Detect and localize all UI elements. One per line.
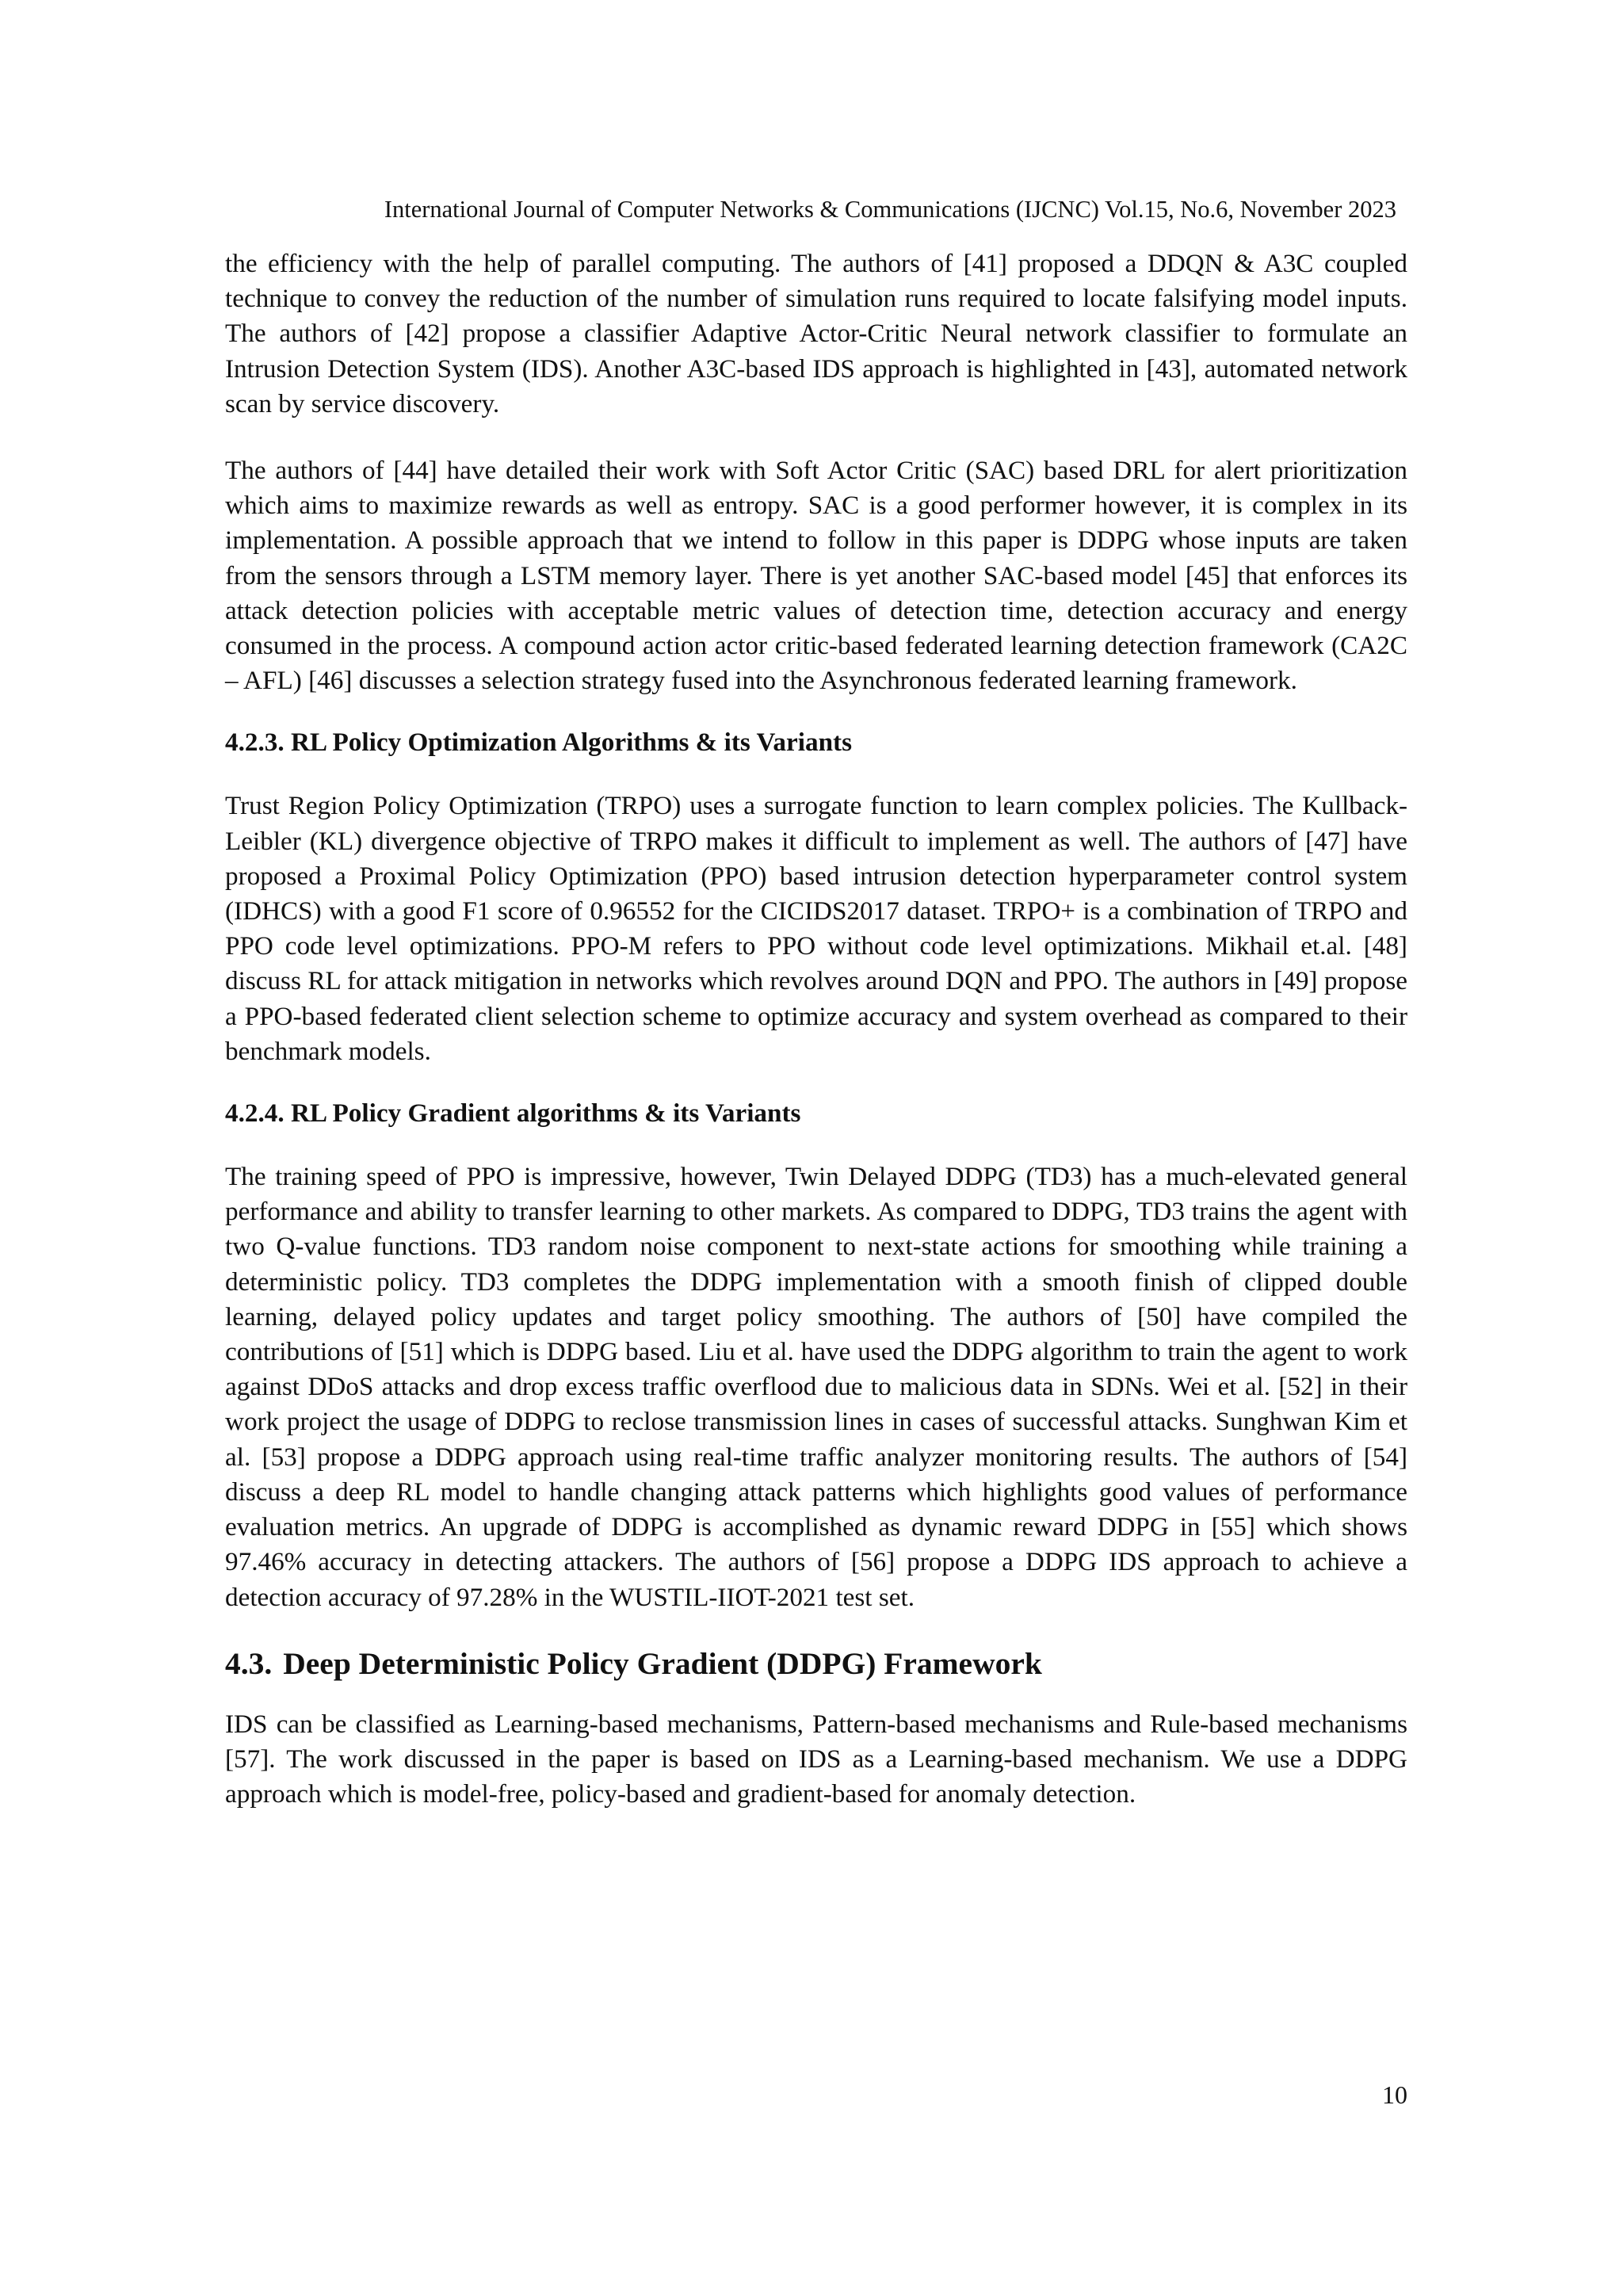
subsection-heading-policy-gradient: 4.2.4. RL Policy Gradient algorithms & its Variants [225, 1098, 801, 1129]
paragraph-ids-classification: IDS can be classified as Learning-based mechanisms, Pattern-based mechanisms and Rule-based mechanisms [57]. The work discussed in the paper is based on IDS as a Learning-based mechanism. We use a DDPG approach which is model-free, policy-based and gradient-based for anomaly detection. [225, 1709, 1407, 1809]
subsection-heading-policy-optimization: 4.2.3. RL Policy Optimization Algorithms & its Variants [225, 728, 852, 758]
paragraph-td3-ddpg: The training speed of PPO is impressive, however, Twin Delayed DDPG (TD3) has a much-elevated general performance and ability to transfer learning to other markets. As compared to DDPG, TD3 trains the agent with two Q-value functions. TD3 random noise component to next-state actions for smoothing while training a deterministic policy. TD3 completes the DDPG implementation with a smooth finish of clipped double learning, delayed policy updates and target policy smoothing. The authors of [50] have compiled the contributions of [51] which is DDPG based. Liu et al. have used the DDPG algorithm to train the agent to work against DDoS attacks and drop excess traffic overflood due to malicious data in SDNs. Wei et al. [52] in their work project the usage of DDPG to reclose transmission lines in cases of successful attacks. Sunghwan Kim et al. [53] propose a DDPG approach using real-time traffic analyzer monitoring results. The authors of [54] discuss a deep RL model to handle changing attack patterns which highlights good values of performance evaluation metrics. An upgrade of DDPG is accomplished as dynamic reward DDPG in [55] which shows 97.46% accuracy in detecting attackers. The authors of [56] propose a DDPG IDS approach to achieve a detection accuracy of 97.28% in the WUSTIL-IIOT-2021 test set. [225, 1162, 1407, 1612]
section-heading-ddpg-framework [225, 1644, 1407, 1683]
body-column [225, 246, 1407, 1812]
paragraph-a3c-ids: the efficiency with the help of parallel computing. The authors of [41] proposed a DDQN & A3C coupled technique to convey the reduction of the number of simulation runs required to locate falsifying model inputs. The authors of [42] propose a classifier Adaptive Actor-Critic Neural network classifier to formulate an Intrusion Detection System (IDS). Another A3C-based IDS approach is highlighted in [43], automated network scan by service discovery. [225, 249, 1407, 418]
paragraph-trpo-ppo: Trust Region Policy Optimization (TRPO) uses a surrogate function to learn complex policies. The Kullback-Leibler (KL) divergence objective of TRPO makes it difficult to implement as well. The authors of [47] have proposed a Proximal Policy Optimization (PPO) based intrusion detection hyperparameter control system (IDHCS) with a good F1 score of 0.96552 for the CICIDS2017 dataset. TRPO+ is a combination of TRPO and PPO code level optimizations. PPO-M refers to PPO without code level optimizations. Mikhail et.al. [48] discuss RL for attack mitigation in networks which revolves around DQN and PPO. The authors in [49] propose a PPO-based federated client selection scheme to optimize accuracy and system overhead as compared to their benchmark models. [225, 791, 1407, 1066]
section-title: Deep Deterministic Policy Gradient (DDPG) Framework [283, 1645, 1042, 1681]
running-header: International Journal of Computer Networks & Communications (IJCNC) Vol.15, No.6, November 2023 [384, 196, 1396, 223]
paragraph-sac: The authors of [44] have detailed their work with Soft Actor Critic (SAC) based DRL for alert prioritization which aims to maximize rewards as well as entropy. SAC is a good performer however, it is complex in its implementation. A possible approach that we intend to follow in this paper is DDPG whose inputs are taken from the sensors through a LSTM memory layer. There is yet another SAC-based model [45] that enforces its attack detection policies with acceptable metric values of detection time, detection accuracy and energy consumed in the process. A compound action actor critic-based federated learning detection framework (CA2C – AFL) [46] discusses a selection strategy fused into the Asynchronous federated learning framework. [225, 456, 1407, 696]
section-number: 4.3. [225, 1645, 273, 1681]
page-number: 10 [1382, 2080, 1407, 2109]
